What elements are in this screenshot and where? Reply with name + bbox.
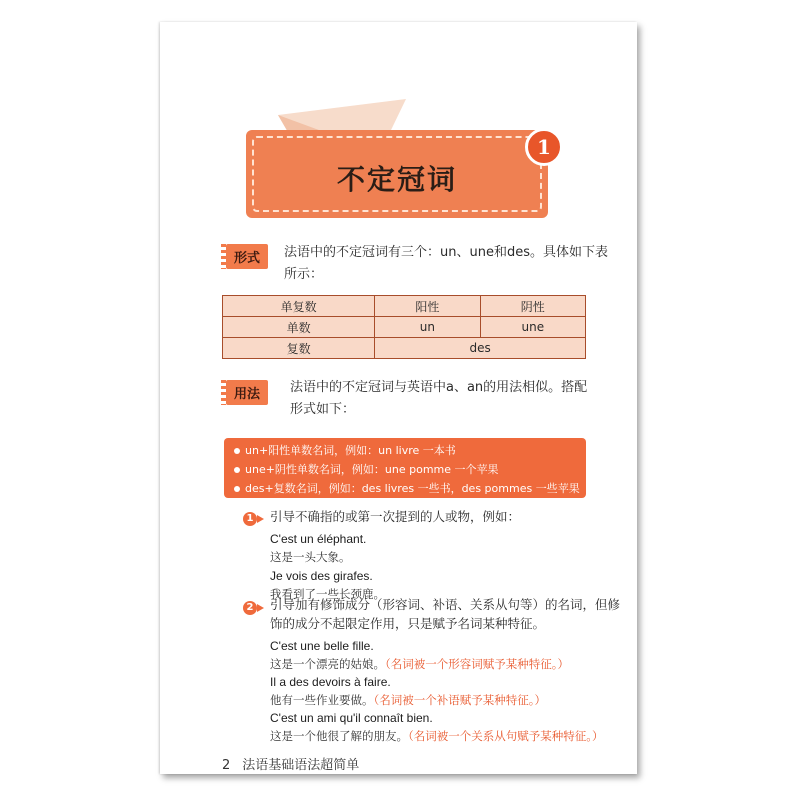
bullet-dot-icon: [234, 467, 240, 473]
list-item: une+阴性单数名词，例如：une pomme 一个苹果: [234, 460, 576, 479]
example-note: （名词被一个形容词赋予某种特征。）: [385, 657, 569, 671]
table-cell: des: [375, 338, 586, 359]
example-zh-row: 这是一个他很了解的朋友。（名词被一个关系从句赋予某种特征。）: [270, 729, 604, 743]
table-header-cell: 阴性: [480, 296, 585, 317]
example-zh: 我看到了一些长颈鹿。: [270, 587, 385, 601]
page-footer: [222, 754, 359, 773]
point-text-line2: 饰的成分不起限定作用，只是赋予名词某种特征。: [270, 616, 546, 631]
title-banner: [246, 130, 548, 218]
point-text-line1: 引导加有修饰成分（形容词、补语、关系从句等）的名词，但修: [270, 597, 621, 612]
point-text: 引导不确指的或第一次提到的人或物，例如：: [270, 509, 521, 524]
table-cell: un: [375, 317, 480, 338]
example-zh-row: 这是一个漂亮的姑娘。（名词被一个形容词赋予某种特征。）: [270, 657, 569, 671]
book-title: 法语基础语法超简单: [242, 758, 360, 773]
table-header-cell: 阳性: [375, 296, 480, 317]
example-note: （名词被一个关系从句赋予某种特征。）: [408, 729, 604, 743]
pattern-list: [224, 438, 586, 498]
example-fr: Je vois des girafes.: [270, 569, 373, 583]
bullet-dot-icon: [234, 486, 240, 492]
page-title: 不定冠词: [336, 163, 457, 196]
table-header-row: [223, 296, 586, 317]
example-fr: C'est une belle fille.: [270, 639, 374, 653]
table-cell: 单数: [223, 317, 375, 338]
book-page: [160, 22, 637, 774]
page-number: 2: [222, 758, 231, 773]
table-cell: 复数: [223, 338, 375, 359]
example-zh: 这是一头大象。: [270, 550, 351, 564]
list-item: des+复数名词，例如：des livres 一些书，des pommes 一些苹果: [234, 479, 576, 498]
usage-intro-line1: 法语中的不定冠词与英语中a、an的用法相似。搭配: [290, 380, 588, 395]
example-fr: C'est un ami qu'il connaît bien.: [270, 711, 433, 725]
forms-table: [222, 295, 586, 359]
chapter-number-badge: 1: [525, 128, 563, 166]
table-row: [223, 317, 586, 338]
usage-intro-line2: 形式如下：: [290, 402, 356, 417]
table-header-cell: 单复数: [223, 296, 375, 317]
bullet-dot-icon: [234, 448, 240, 454]
forms-tag: 形式: [226, 244, 268, 269]
point-number-badge: 1: [243, 512, 257, 526]
usage-tag: 用法: [226, 380, 268, 405]
forms-intro-line2: 所示：: [284, 267, 324, 282]
list-item: un+阳性单数名词，例如：un livre 一本书: [234, 441, 576, 460]
example-zh-row: 他有一些作业要做。（名词被一个补语赋予某种特征。）: [270, 693, 546, 707]
table-cell: une: [480, 317, 585, 338]
table-row: [223, 338, 586, 359]
forms-intro-line1: 法语中的不定冠词有三个：un、une和des。具体如下表: [284, 245, 608, 260]
example-fr: C'est un éléphant.: [270, 532, 367, 546]
example-note: （名词被一个补语赋予某种特征。）: [373, 693, 546, 707]
example-fr: Il a des devoirs à faire.: [270, 675, 391, 689]
point-number-badge: 2: [243, 601, 257, 615]
